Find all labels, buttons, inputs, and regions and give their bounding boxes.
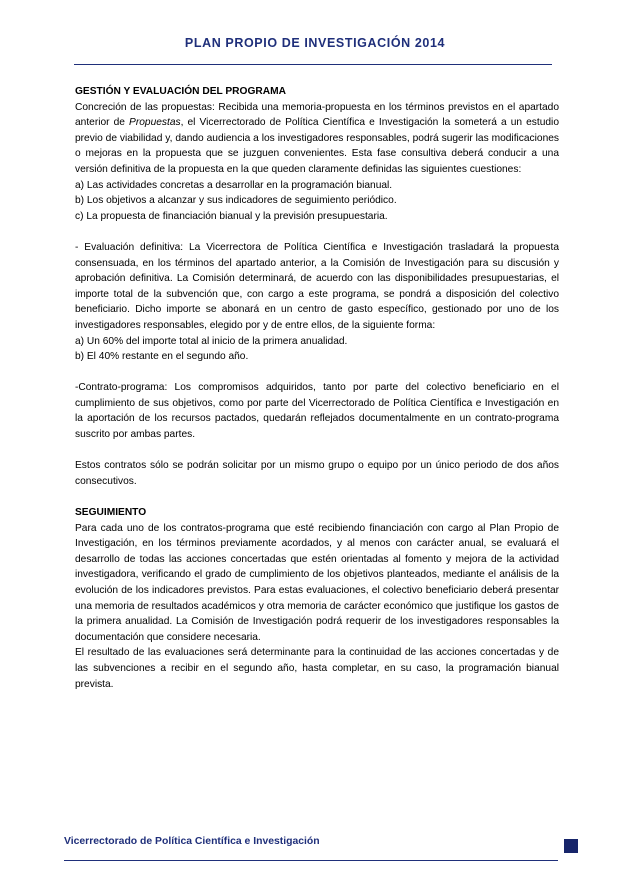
page-header-title: PLAN PROPIO DE INVESTIGACIÓN 2014 (184, 36, 446, 50)
spacer (75, 443, 559, 459)
document-body (75, 84, 559, 692)
footer-text: Vicerrectorado de Política Científica e Investigación (64, 836, 320, 847)
section-heading-seguimiento: SEGUIMIENTO (75, 507, 147, 519)
paragraph-seguimiento-2: El resultado de las evaluaciones será determinante para la continuidad de las acciones concertadas y de las subvenciones a recibir en el segundo año, hasta completar, en su caso, la programación bianual prevista. (75, 647, 559, 690)
propuestas-italic: Propuestas (129, 117, 181, 129)
list-item-a: a) Las actividades concretas a desarrollar en la programación bianual. (75, 179, 393, 191)
footer-divider (64, 860, 558, 861)
paragraph-estos: Estos contratos sólo se podrán solicitar por un mismo grupo o equipo por un único periodo de dos años consecutivos. (75, 460, 559, 487)
section-heading-gestion: GESTIÓN Y EVALUACIÓN DEL PROGRAMA (75, 86, 286, 97)
footer-square-mark (564, 839, 578, 853)
concrecion-text-rest: , el Vicerrectorado de Política Científica e Investigación la someterá a un estudio previo de viabilidad y, dando audiencia a los investigadores responsables, podrá sugerir las modificaciones o mejoras en la propuesta que se juzguen convenientes. Esta fase consultiva deberá conducir a una versión definitiva de la propuesta en la que queden claramente definidas las siguientes cuestiones: (75, 117, 559, 175)
paragraph-concrecion (75, 100, 559, 178)
spacer (75, 365, 559, 381)
payment-item-a: a) Un 60% del importe total al inicio de la primera anualidad. (75, 335, 348, 347)
spacer (75, 489, 559, 505)
spacer (75, 224, 559, 240)
list-item-b: b) Los objetivos a alcanzar y sus indicadores de seguimiento periódico. (75, 195, 397, 207)
paragraph-evaluacion: - Evaluación definitiva: La Vicerrectora de Política Científica e Investigación trasladará la propuesta consensuada, en los términos del apartado anterior, a la Comisión de Investigación para su discusión y aprobación definitiva. La Comisión determinará, de acuerdo con las disponibilidades presupuestarias, el importe total de la subvención que, con cargo a este programa, se pondrá a disposición del colectivo beneficiario. Dicho importe se abonará en un centro de gasto específico, gestionado por uno de los investigadores responsables, elegido por y de entre ellos, de la siguiente forma: (75, 241, 559, 331)
paragraph-contrato: -Contrato-programa: Los compromisos adquiridos, tanto por parte del colectivo beneficiario en el cumplimiento de sus objetivos, como por parte del Vicerrectorado de Política Científica e Investigación en la aportación de los recursos pactados, quedarán reflejados documentalmente en un contrato-programa suscrito por ambas partes. (75, 382, 559, 441)
header-divider (74, 64, 552, 65)
paragraph-seguimiento-1: Para cada uno de los contratos-programa que esté recibiendo financiación con cargo al Plan Propio de Investigación, en los términos previamente acordados, y al menos con carácter anual, se evaluará el desarrollo de todas las acciones concertadas que estén orientadas al fomento y mejora de la actividad investigadora, verificando el grado de cumplimiento de los objetivos planteados, mediante el análisis de la evolución de los indicadores previstos. Para estas evaluaciones, el colectivo beneficiario deberá presentar una memoria de resultados académicos y otra memoria de carácter económico que justifique los gastos de la primera anualidad. La Comisión de Investigación podrá requerir de los investigadores responsables la documentación que considere necesaria. (75, 522, 559, 643)
concrecion-text: Concreción de las propuestas: Recibida una memoria-propuesta en los términos previstos en el apartado anterior de (75, 101, 559, 129)
list-item-c: c) La propuesta de financiación bianual y la previsión presupuestaria. (75, 210, 388, 222)
payment-item-b: b) El 40% restante en el segundo año. (75, 351, 249, 363)
